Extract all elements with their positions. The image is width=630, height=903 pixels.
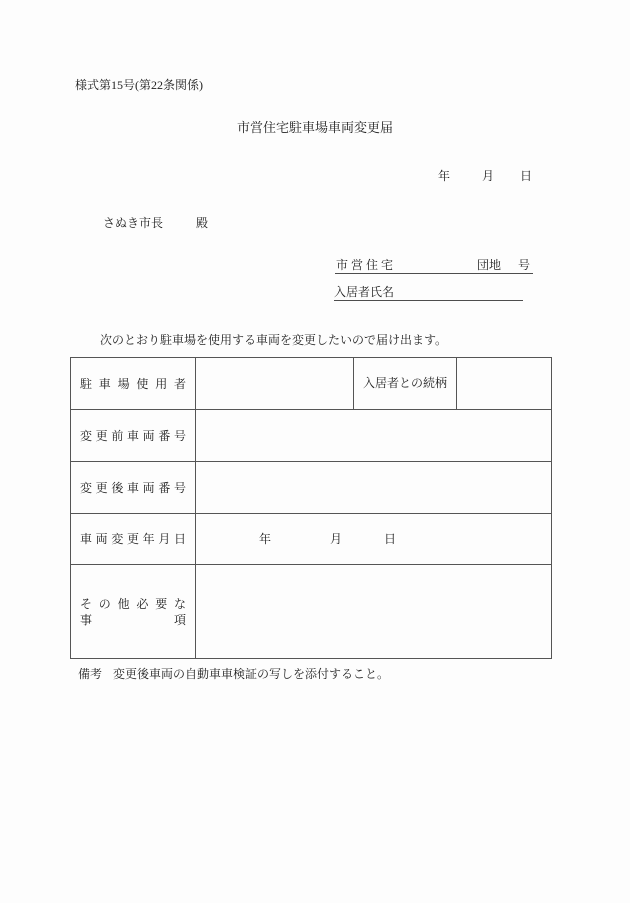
table-row-parking-user [71,358,551,410]
resident-name-field-line [334,285,523,301]
housing-field-line [335,257,533,274]
table-row-after-change [71,462,551,514]
remarks-text: 変更後車両の自動車車検証の写しを添付すること。 [113,667,390,681]
table-row-other-items [71,565,551,658]
resident-name-label: 入居者氏名 [334,285,395,299]
relation-label-cell [354,358,457,409]
addressee-honorific: 殿 [196,216,209,230]
form-number: 様式第15号(第22条関係) [75,78,203,92]
other-items-label-line2: 事 項 [80,612,186,627]
before-change-label: 変 更 前 車 両 番 号 [80,428,186,443]
parking-user-value-cell [196,358,354,409]
change-date-label: 車 両 変 更 年 月 日 [80,532,186,546]
relation-label: 入居者との続柄 [362,376,447,391]
after-change-value-cell [196,462,551,513]
date-line [438,169,540,183]
date-month-label: 月 [482,169,495,183]
addressee-line [103,216,208,230]
before-change-value-cell [196,410,551,461]
intro-sentence: 次のとおり駐車場を使用する車両を変更したいので届け出ます。 [100,333,448,347]
other-items-value-cell [196,565,551,658]
housing-label: 市 営 住 宅 [336,258,394,272]
other-items-label-line1: そ の 他 必 要 な [80,596,186,611]
after-change-label: 変 更 後 車 両 番 号 [80,480,186,495]
change-date-label-cell [71,514,196,564]
change-date-month-label: 月 [330,531,343,546]
remarks-line [78,667,389,681]
table-row-before-change [71,410,551,462]
housing-complex-label: 団地 [477,258,502,272]
table-row-change-date [71,514,551,565]
other-items-label-cell [71,565,196,658]
date-year-label: 年 [438,169,451,183]
vehicle-change-table [70,357,552,659]
change-date-value-cell [196,514,551,564]
parking-user-label: 駐 車 場 使 用 者 [80,376,186,391]
change-date-year-label: 年 [259,531,272,546]
parking-user-label-cell [71,358,196,409]
remarks-label: 備考 [78,667,103,681]
date-day-label: 日 [520,169,533,183]
change-date-day-label: 日 [384,531,397,546]
before-change-label-cell [71,410,196,461]
after-change-label-cell [71,462,196,513]
relation-value-cell [457,358,551,409]
page-title: 市営住宅駐車場車両変更届 [236,120,393,135]
addressee-name: さぬき市長 [103,216,164,230]
housing-unit-label: 号 [518,258,531,272]
